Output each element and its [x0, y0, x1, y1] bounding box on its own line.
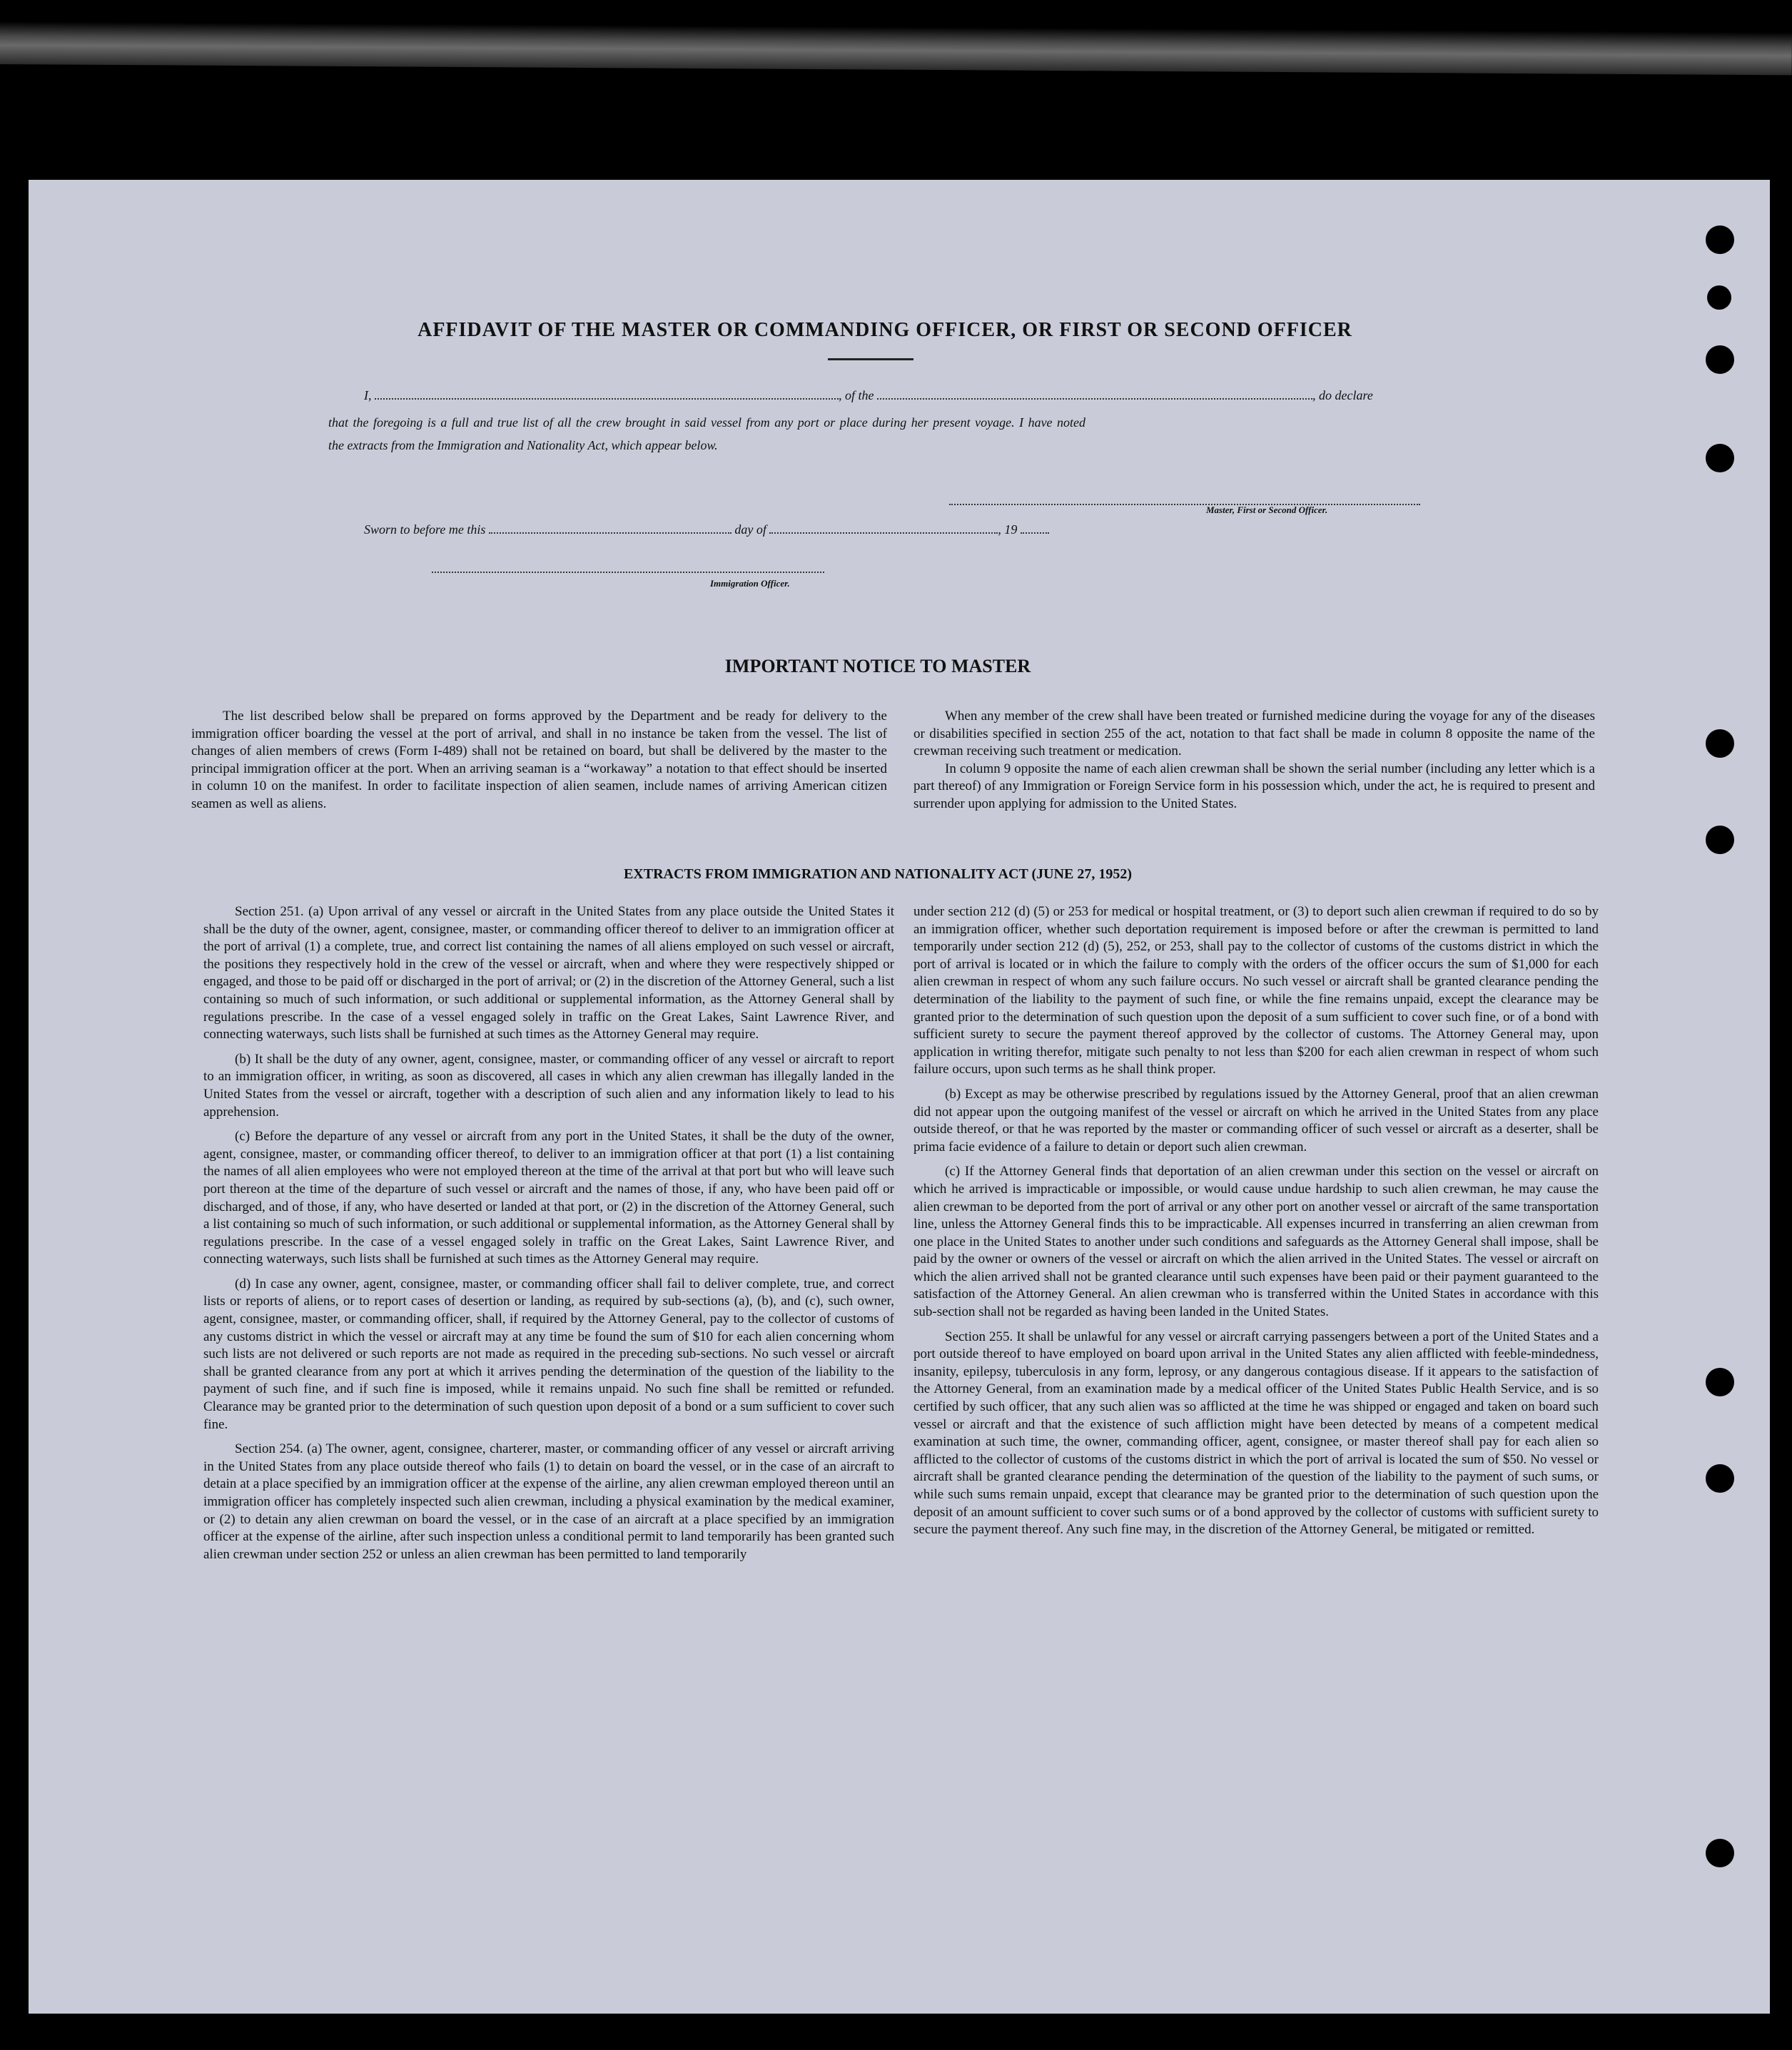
- statute-paragraph: (d) In case any owner, agent, consignee, master, or commanding officer shall fail to deliver complete, true, and correct lists or reports of aliens, or to report cases of desertion or landing, as required by sub-sections (a), (b), and (c), such owner, agent, consignee, master, or commanding officer, shall, if required by the Attorney General, pay to the collector of customs of any customs district in which the vessel or aircraft may at any time be found the sum of $10 for each alien concerning whom such lists are not delivered or such reports are not made as required in the preceding sub-sections. No such vessel or aircraft shall be granted clearance from any port at which it arrives pending the determination of the question of the liability to the payment of such fine, and if such fine is imposed, while it remains unpaid. No such fine shall be remitted or refunded. Clearance may be granted prior to the determination of such question upon deposit of a bond or a sum sufficient to cover such fine.: [203, 1276, 894, 1432]
- statute-paragraph: Section 255. It shall be unlawful for any vessel or aircraft carrying passengers between a port of the United States and a port outside thereof to have employed on board upon arrival in the United States any alien afflicted with feeble-mindedness, insanity, epilepsy, tuberculosis in any form, leprosy, or any dangerous contagious disease. If it appears to the satisfaction of the Attorney General, from an examination made by a medical officer of the United States Public Health Service, and is so certified by such officer, that any such alien was so afflicted at the time he was shipped or engaged and taken on board such vessel or aircraft and that the existence of such affliction might have been detected by means of a competent medical examination at such time, the owner, commanding officer, agent, consignee, or master thereof shall pay for each alien so afflicted to the collector of customs of the customs district in which the port of arrival is located the sum of $50. No vessel or aircraft shall be granted clearance pending the determination of the question of the liability to the payment of such sums, or while such sums remain unpaid, except that clearance may be granted prior to the determination of such question upon the deposit of an amount sufficient to cover such sums or of a bond approved by the collector of customs with sufficient surety to secure the payment thereof. Any such fine may, in the discretion of the Attorney General, be mitigated or remitted.: [913, 1329, 1599, 1538]
- notice-title: IMPORTANT NOTICE TO MASTER: [724, 656, 1031, 676]
- master-signature-blank: [949, 494, 1420, 505]
- declaration-i-label: I,: [364, 388, 372, 402]
- vessel-blank: [877, 388, 1312, 400]
- statute-paragraph: (c) Before the departure of any vessel or aircraft from any port in the United States, it shall be the duty of the owner, agent, consignee, master, or commanding officer thereof, to deliver to an immigration officer at that port (1) a list containing the names of all alien employees who were not employed thereon at the time of the arrival at that port but who will leave such port thereon at the time of the departure of such vessel or aircraft and the names of those, if any, who have been paid off or discharged, and of those, if any, who have deserted or landed at that port, or (2) in the discretion of the Attorney General, such a list containing so much of such information, or such additional or supplemental information, as the Attorney General shall by regulations prescribe. In the case of a vessel engaged solely in traffic on the Great Lakes, Saint Lawrence River, and connecting waterways, such lists shall be furnished at such times as the Attorney General may require.: [203, 1129, 894, 1267]
- sworn-day-blank: [489, 522, 732, 534]
- title-rule: [828, 358, 913, 360]
- sworn-year-blank: [1021, 522, 1049, 534]
- statute-paragraph: (b) Except as may be otherwise prescribed by regulations issued by the Attorney General, proof that an alien crewman did not appear upon the outgoing manifest of the vessel or aircraft on which he arrived in the United States from any place outside thereof, or that he was reported by the master or commanding officer of such vessel or aircraft as a deserter, shall be prima facie evidence of a failure to detain or deport such alien crewman.: [913, 1086, 1599, 1155]
- punch-hole: [1706, 225, 1734, 254]
- punch-hole: [1707, 285, 1731, 310]
- declaration-line-2: that the foregoing is a full and true list of all the crew brought in said vessel from any port or place during her present voyage. I have noted: [328, 415, 1086, 430]
- of-the-label: , of the: [839, 388, 874, 402]
- notice-paragraph: When any member of the crew shall have been treated or furnished medicine during the voyage for any of the diseases or disabilities specified in section 255 of the act, notation to that fact shall be made in column 8 opposite the name of the crewman receiving such treatment or medication.: [913, 709, 1595, 759]
- officer-signature-blank: [432, 562, 824, 573]
- statute-paragraph: Section 251. (a) Upon arrival of any vessel or aircraft in the United States from any place outside the United States it shall be the duty of the owner, agent, consignee, master, or commanding officer thereof to deliver to an immigration officer at the port of arrival (1) a complete, true, and correct list containing the names of all aliens employed on such vessel or aircraft, the positions they respectively hold in the crew of the vessel or aircraft, when and where they were respectively shipped or engaged, and those to be paid off or discharged in the port of arrival; or (2) in the discretion of the Attorney General, such a list containing so much of such information, or such additional or supplemental information, as the Attorney General shall by regulations prescribe. In the case of a vessel engaged solely in traffic on the Great Lakes, Saint Lawrence River, and connecting waterways, such lists shall be furnished at such times as the Attorney General may require.: [203, 904, 894, 1042]
- punch-hole: [1706, 1839, 1734, 1867]
- scanner-edge: [0, 21, 1792, 75]
- extracts-title: EXTRACTS FROM IMMIGRATION AND NATIONALITY ACT (JUNE 27, 1952): [623, 866, 1133, 882]
- affidavit-title: AFFIDAVIT OF THE MASTER OR COMMANDING OFFICER, OR FIRST OR SECOND OFFICER: [417, 319, 1352, 341]
- year-label: , 19: [998, 522, 1018, 537]
- declaration-line-1: [364, 388, 1373, 403]
- notice-paragraph: In column 9 opposite the name of each alien crewman shall be shown the serial number (including any letter which is a part thereof) of any Immigration or Foreign Service form in his possession which, under the act, he is required to present and surrender upon applying for admission to the United States.: [913, 761, 1595, 811]
- extracts-left-column: [203, 903, 894, 1563]
- notice-paragraph: The list described below shall be prepared on forms approved by the Department and be ready for delivery to the immigration officer boarding the vessel at the port of arrival, and shall in no instance be taken from the vessel. The list of changes of alien members of crews (Form I-489) shall not be retained on board, but shall be delivered by the master to the principal immigration officer at the port. When an arriving seaman is a “workaway” a notation to that effect should be inserted in column 10 on the manifest. In order to facilitate inspection of alien seamen, include names of arriving American citizen seamen as well as aliens.: [191, 709, 887, 811]
- sworn-month-blank: [769, 522, 998, 534]
- extracts-right-column: [913, 903, 1599, 1539]
- punch-hole: [1706, 444, 1734, 472]
- day-of-label: day of: [734, 522, 766, 537]
- master-caption: Master, First or Second Officer.: [1206, 504, 1328, 515]
- name-blank: [375, 388, 839, 400]
- sworn-line: [364, 522, 1049, 537]
- punch-hole: [1706, 729, 1734, 758]
- notice-left-column: [191, 708, 887, 813]
- punch-hole: [1706, 1464, 1734, 1493]
- officer-caption: Immigration Officer.: [710, 578, 790, 589]
- punch-hole: [1706, 1368, 1734, 1396]
- do-declare-label: , do declare: [1312, 388, 1373, 402]
- notice-right-column: [913, 708, 1595, 813]
- declaration-line-3: the extracts from the Immigration and Nationality Act, which appear below.: [328, 438, 718, 452]
- sworn-label: Sworn to before me this: [364, 522, 486, 537]
- punch-hole: [1706, 826, 1734, 854]
- punch-hole: [1706, 345, 1734, 374]
- statute-paragraph: (c) If the Attorney General finds that deportation of an alien crewman under this section on the vessel or aircraft on which he arrived is impracticable or impossible, or would cause undue hardship to such alien crewman, he may cause the alien crewman to be deported from the port of arrival or any other port on another vessel or aircraft of the same transportation line, unless the Attorney General finds this to be impracticable. All expenses incurred in transferring an alien crewman from one place in the United States to another under such conditions and safeguards as the Attorney General shall impose, shall be paid by the owner or owners of the vessel or aircraft on which the alien arrived in the United States. The vessel or aircraft on which the alien arrived shall not be granted clearance until such expenses have been paid or their payment guaranteed to the satisfaction of the Attorney General. An alien crewman who is transferred within the United States in accordance with this sub-section shall not be regarded as having been landed in the United States.: [913, 1164, 1599, 1320]
- document-page: [29, 180, 1770, 2014]
- statute-paragraph: Section 254. (a) The owner, agent, consignee, charterer, master, or commanding officer of any vessel or aircraft arriving in the United States from any place outside thereof who fails (1) to detain on board the vessel, or in the case of an aircraft to detain at a place specified by an immigration officer at the expense of the airline, any alien crewman employed thereon until an immigration officer has completely inspected such alien crewman, including a physical examination by the medical examiner, or (2) to detain any alien crewman on board the vessel, or in the case of an aircraft at a place specified by an immigration officer at the expense of the airline, after such inspection unless a conditional permit to land temporarily has been granted such alien crewman under section 252 or unless an alien crewman has been permitted to land temporarily: [203, 1441, 894, 1562]
- statute-paragraph: (b) It shall be the duty of any owner, agent, consignee, master, or commanding officer of any vessel or aircraft to report to an immigration officer, in writing, as soon as discovered, all cases in which any alien crewman has illegally landed in the United States from the vessel or aircraft, together with a description of such alien and any information likely to lead to his apprehension.: [203, 1051, 894, 1120]
- statute-paragraph: under section 212 (d) (5) or 253 for medical or hospital treatment, or (3) to deport such alien crewman if required to do so by an immigration officer, whether such deportation requirement is imposed before or after the crewman is permitted to land temporarily under section 212 (d) (5), 252, or 253, shall pay to the collector of customs of the customs district in which the port of arrival is located or in which the failure to comply with the orders of the officer occurs the sum of $1,000 for each alien crewman in respect of whom any such failure occurs. No such vessel or aircraft shall be granted clearance pending the determination of the liability to the payment of such fine, or while the fine remains unpaid, except the clearance may be granted prior to the determination of such question upon the deposit of a sum sufficient to cover such fine, or of a bond with sufficient surety to secure the payment thereof approved by the collector of customs. The Attorney General may, upon application in writing therefor, mitigate such penalty to not less than $200 for each alien crewman in respect of whom such failure occurs, upon such terms as he shall think proper.: [913, 904, 1599, 1077]
